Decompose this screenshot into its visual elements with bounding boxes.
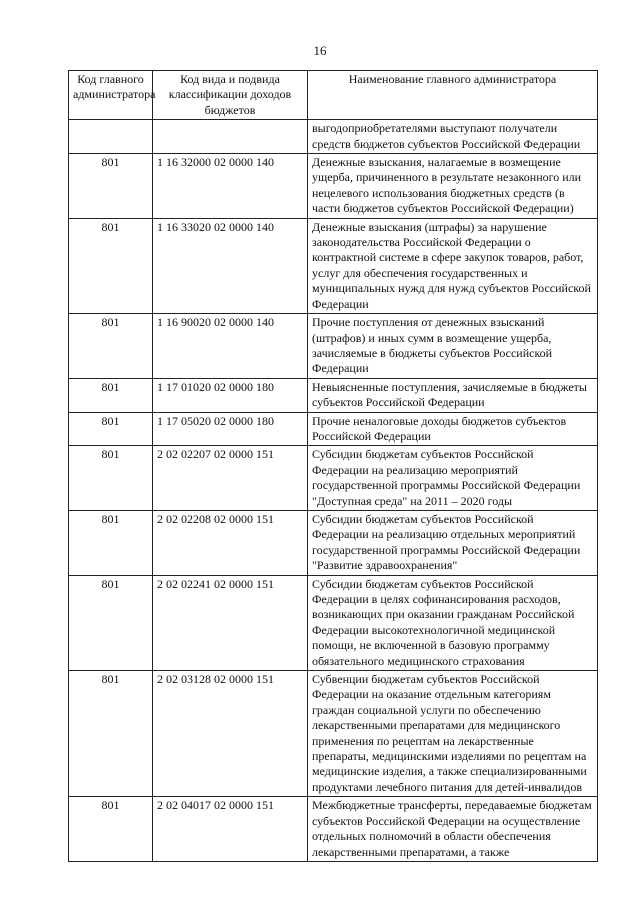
admin-code-cell: 801	[69, 154, 153, 219]
income-code-cell: 1 17 01020 02 0000 180	[153, 378, 308, 412]
admin-code-cell: 801	[69, 218, 153, 313]
table-row	[69, 412, 598, 446]
page-number: 16	[313, 43, 327, 58]
table-row	[69, 154, 598, 219]
table-row	[69, 218, 598, 313]
admin-name-cell: Прочие неналоговые доходы бюджетов субъектов Российской Федерации	[308, 412, 598, 446]
admin-code-cell: 801	[69, 510, 153, 575]
income-code-cell: 2 02 02208 02 0000 151	[153, 510, 308, 575]
admin-name-cell: Субсидии бюджетам субъектов Российской Федерации в целях софинансирования расходов, возникающих при оказании гражданам Российской Федерации высокотехнологичной медицинской помощи, не включенной в базовую программу обязательного медицинского страхования	[308, 575, 598, 670]
header-admin-name: Наименование главного администратора	[308, 71, 598, 120]
table-row	[69, 378, 598, 412]
admin-code-cell: 801	[69, 412, 153, 446]
admin-name-cell: Субсидии бюджетам субъектов Российской Федерации на реализацию отдельных мероприятий государственной программы Российской Федерации "Развитие здравоохранения"	[308, 510, 598, 575]
table-row	[69, 510, 598, 575]
admin-name-cell: Невыясненные поступления, зачисляемые в бюджеты субъектов Российской Федерации	[308, 378, 598, 412]
income-code-cell: 2 02 04017 02 0000 151	[153, 797, 308, 862]
table-row	[69, 446, 598, 511]
table-row	[69, 120, 598, 154]
income-classification-table	[68, 70, 598, 862]
admin-name-cell: Денежные взыскания (штрафы) за нарушение законодательства Российской Федерации о контрактной системе в сфере закупок товаров, работ, услуг для обеспечения государственных и муниципальных нужд для нужд субъектов Российской Федерации	[308, 218, 598, 313]
admin-code-cell: 801	[69, 671, 153, 797]
table-row	[69, 575, 598, 670]
admin-name-cell: Денежные взыскания, налагаемые в возмещение ущерба, причиненного в результате незаконного или нецелевого использования бюджетных средств (в части бюджетов субъектов Российской Федерации)	[308, 154, 598, 219]
admin-code-cell: 801	[69, 378, 153, 412]
admin-code-cell: 801	[69, 314, 153, 379]
admin-name-cell: Субсидии бюджетам субъектов Российской Федерации на реализацию мероприятий государственной программы Российской Федерации "Доступная среда" на 2011 – 2020 годы	[308, 446, 598, 511]
admin-name-cell: Межбюджетные трансферты, передаваемые бюджетам субъектов Российской Федерации на осуществление отдельных полномочий в области обеспечения лекарственными препаратами, а также	[308, 797, 598, 862]
header-admin-code: Код главного администратора	[69, 71, 153, 120]
admin-name-cell: Субвенции бюджетам субъектов Российской Федерации на оказание отдельным категориям граждан социальной услуги по обеспечению лекарственными препаратами для медицинского применения по рецептам на лекарственные препараты, медицинскими изделиями по рецептам на медицинские изделия, а также специализированными продуктами лечебного питания для детей-инвалидов	[308, 671, 598, 797]
income-code-cell: 1 17 05020 02 0000 180	[153, 412, 308, 446]
admin-code-cell	[69, 120, 153, 154]
header-income-code: Код вида и подвида классификации доходов бюджетов	[153, 71, 308, 120]
admin-name-cell: Прочие поступления от денежных взысканий (штрафов) и иных сумм в возмещение ущерба, зачисляемые в бюджеты субъектов Российской Федерации	[308, 314, 598, 379]
table-header-row	[69, 71, 598, 120]
income-code-cell: 2 02 02207 02 0000 151	[153, 446, 308, 511]
table-row	[69, 671, 598, 797]
admin-code-cell: 801	[69, 797, 153, 862]
income-code-cell: 2 02 03128 02 0000 151	[153, 671, 308, 797]
income-code-cell: 1 16 32000 02 0000 140	[153, 154, 308, 219]
table-row	[69, 797, 598, 862]
table-row	[69, 314, 598, 379]
income-code-cell: 1 16 90020 02 0000 140	[153, 314, 308, 379]
income-code-cell: 2 02 02241 02 0000 151	[153, 575, 308, 670]
income-code-cell: 1 16 33020 02 0000 140	[153, 218, 308, 313]
income-code-cell	[153, 120, 308, 154]
admin-code-cell: 801	[69, 575, 153, 670]
admin-name-cell: выгодоприобретателями выступают получатели средств бюджетов субъектов Российской Федерации	[308, 120, 598, 154]
admin-code-cell: 801	[69, 446, 153, 511]
